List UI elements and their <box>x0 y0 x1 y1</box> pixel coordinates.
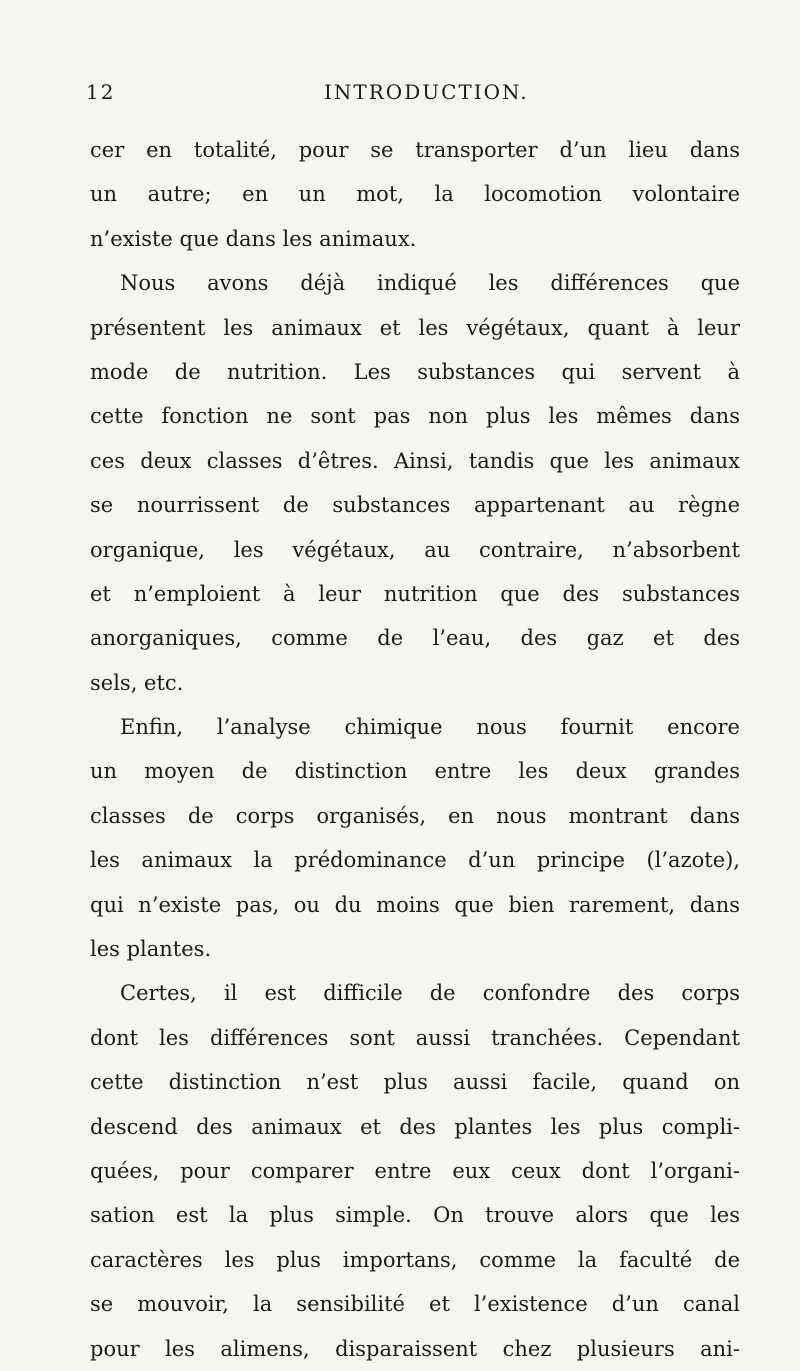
text-line: sels, etc. <box>90 670 184 695</box>
text-line: ces deux classes d’êtres. Ainsi, tandis que les animaux <box>90 448 740 473</box>
text-line: et n’emploient à leur nutrition que des substances <box>90 581 740 606</box>
text-line: cette fonction ne sont pas non plus les mêmes dans <box>90 404 740 429</box>
text-line: un moyen de distinction entre les deux grandes <box>90 759 740 784</box>
text-line: organique, les végétaux, au contraire, n’absorbent <box>90 537 740 562</box>
text-line: les plantes. <box>90 937 212 962</box>
text-line: quées, pour comparer entre eux ceux dont l’organi- <box>90 1158 740 1183</box>
text-line: anorganiques, comme de l’eau, des gaz et des <box>90 626 740 651</box>
text-line: pour les alimens, disparaissent chez plusieurs ani- <box>90 1336 740 1361</box>
text-line: cette distinction n’est plus aussi facile, quand on <box>90 1070 740 1095</box>
text-line: caractères les plus importans, comme la faculté de <box>90 1247 740 1272</box>
text-line: Certes, il est difficile de confondre des corps <box>120 981 740 1006</box>
page-number: 12 <box>86 80 116 104</box>
text-line: les animaux la prédominance d’un principe (l’azote), <box>90 848 740 873</box>
text-line: qui n’existe pas, ou du moins que bien rarement, dans <box>90 892 740 917</box>
text-line: mode de nutrition. Les substances qui servent à <box>90 359 740 384</box>
page-header <box>86 80 726 110</box>
text-line: dont les différences sont aussi tranchées. Cependant <box>90 1025 740 1050</box>
text-line: classes de corps organisés, en nous montrant dans <box>90 803 740 828</box>
text-line: Enfin, l’analyse chimique nous fournit encore <box>120 715 740 740</box>
text-line: n’existe que dans les animaux. <box>90 226 417 251</box>
text-line: se mouvoir, la sensibilité et l’existence d’un canal <box>90 1292 740 1317</box>
text-line: cer en totalité, pour se transporter d’un lieu dans <box>90 138 740 162</box>
running-head: INTRODUCTION. <box>324 80 529 104</box>
text-line: descend des animaux et des plantes les plus compli- <box>90 1114 740 1139</box>
text-line: sation est la plus simple. On trouve alors que les <box>90 1203 740 1228</box>
text-line: Nous avons déjà indiqué les différences que <box>120 271 740 296</box>
text-line: un autre; en un mot, la locomotion volontaire <box>90 182 740 207</box>
text-line: se nourrissent de substances appartenant au règne <box>90 493 740 518</box>
text-line: présentent les animaux et les végétaux, quant à leur <box>90 315 740 340</box>
body-text <box>90 128 740 1371</box>
